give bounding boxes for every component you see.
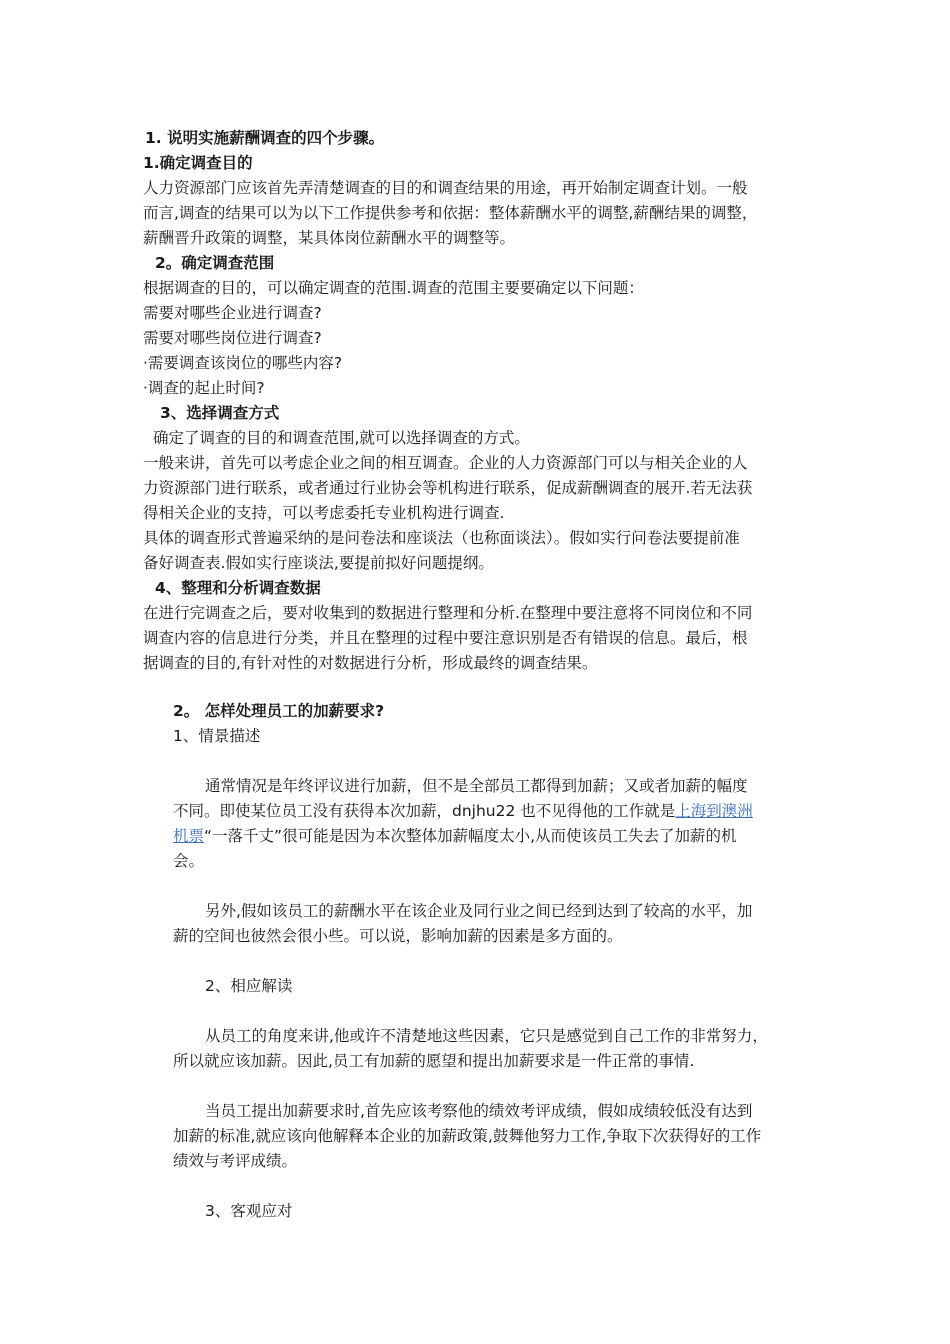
step3-heading: 3、选择调查方式 [160,404,280,422]
section2-title: 2。 怎样处理员工的加薪要求? [173,702,385,720]
paragraph-line: 另外,假如该员工的薪酬水平在该企业及同行业之间已经到达到了较高的水平，加 [205,902,753,920]
paragraph-line: 薪的空间也彼然会很小些。可以说，影响加薪的因素是多方面的。 [173,927,623,945]
step2-heading: 2。确定调查范围 [155,254,275,272]
step4-line: 据调查的目的,有针对性的对数据进行分析，形成最终的调查结果。 [143,654,598,672]
paragraph-line: 当员工提出加薪要求时,首先应该考察他的绩效考评成绩，假如成绩较低没有达到 [205,1102,753,1120]
paragraph-line: 通常情况是年终评议进行加薪，但不是全部员工都得到加薪；又或者加薪的幅度 [205,777,748,795]
step2-line: 根据调查的目的，可以确定调查的范围.调查的范围主要要确定以下问题： [143,279,644,297]
step2-line: ·需要调查该岗位的哪些内容? [143,354,343,372]
paragraph-text: “一落千丈”很可能是因为本次整体加薪幅度太小,从而使该员工失去了加薪的机 [204,827,737,845]
step2-line: ·调查的起止时间? [143,379,265,397]
step3-line: 具体的调查形式普遍采纳的是问卷法和座谈法（也称面谈法）。假如实行问卷法要提前准 [143,529,740,547]
step1-line: 而言,调查的结果可以为以下工作提供参考和依据：整体薪酬水平的调整,薪酬结果的调整， [143,204,758,222]
step2-line: 需要对哪些企业进行调查? [143,304,322,322]
step2-line: 需要对哪些岗位进行调查? [143,329,322,347]
paragraph-line [173,825,737,849]
step4-line: 在进行完调查之后，要对收集到的数据进行整理和分析.在整理中要注意将不同岗位和不同 [143,604,753,622]
paragraph-line: 所以就应该加薪。因此,员工有加薪的愿望和提出加薪要求是一件正常的事情. [173,1052,695,1070]
section1-title: 1. 说明实施薪酬调查的四个步骤。 [145,129,385,147]
step3-line: 一般来讲，首先可以考虑企业之间的相互调查。企业的人力资源部门可以与相关企业的人 [143,454,748,472]
paragraph-line: 加薪的标准,就应该向他解释本企业的加薪政策,鼓舞他努力工作,争取下次获得好的工作 [173,1127,762,1145]
shanghai-australia-ticket-link-cont[interactable]: 机票 [173,827,205,845]
paragraph-line: 会。 [173,852,205,870]
paragraph-line: 从员工的角度来讲,他或许不清楚地这些因素，它只是感觉到自己工作的非常努力， [205,1027,768,1045]
step3-line: 备好调查表.假如实行座谈法,要提前拟好问题提纲。 [143,554,494,572]
step1-heading: 1.确定调查目的 [143,154,253,172]
paragraph-text: 不同。即使某位员工没有获得本次加薪，dnjhu22 也不见得他的工作就是 [173,802,676,820]
step3-line: 力资源部门进行联系，或者通过行业协会等机构进行联系，促成薪酬调查的展开.若无法获 [143,479,753,497]
section2-sub-heading: 3、客观应对 [205,1202,293,1220]
section2-sub-heading: 1、情景描述 [173,727,261,745]
step4-line: 调查内容的信息进行分类，并且在整理的过程中要注意识别是否有错误的信息。最后，根 [143,629,748,647]
shanghai-australia-ticket-link[interactable]: 上海到澳洲 [675,802,753,820]
step1-line: 薪酬晋升政策的调整，某具体岗位薪酬水平的调整等。 [143,229,516,247]
paragraph-line: 绩效与考评成绩。 [173,1152,298,1170]
step3-line: 确定了调查的目的和调查范围,就可以选择调查的方式。 [153,429,530,447]
paragraph-line [173,800,753,824]
step1-line: 人力资源部门应该首先弄清楚调查的目的和调查结果的用途，再开始制定调查计划。一般 [143,179,748,197]
step4-heading: 4、整理和分析调查数据 [155,579,321,597]
section2-sub-heading: 2、相应解读 [205,977,293,995]
step3-line: 得相关企业的支持，可以考虑委托专业机构进行调查. [143,504,505,522]
